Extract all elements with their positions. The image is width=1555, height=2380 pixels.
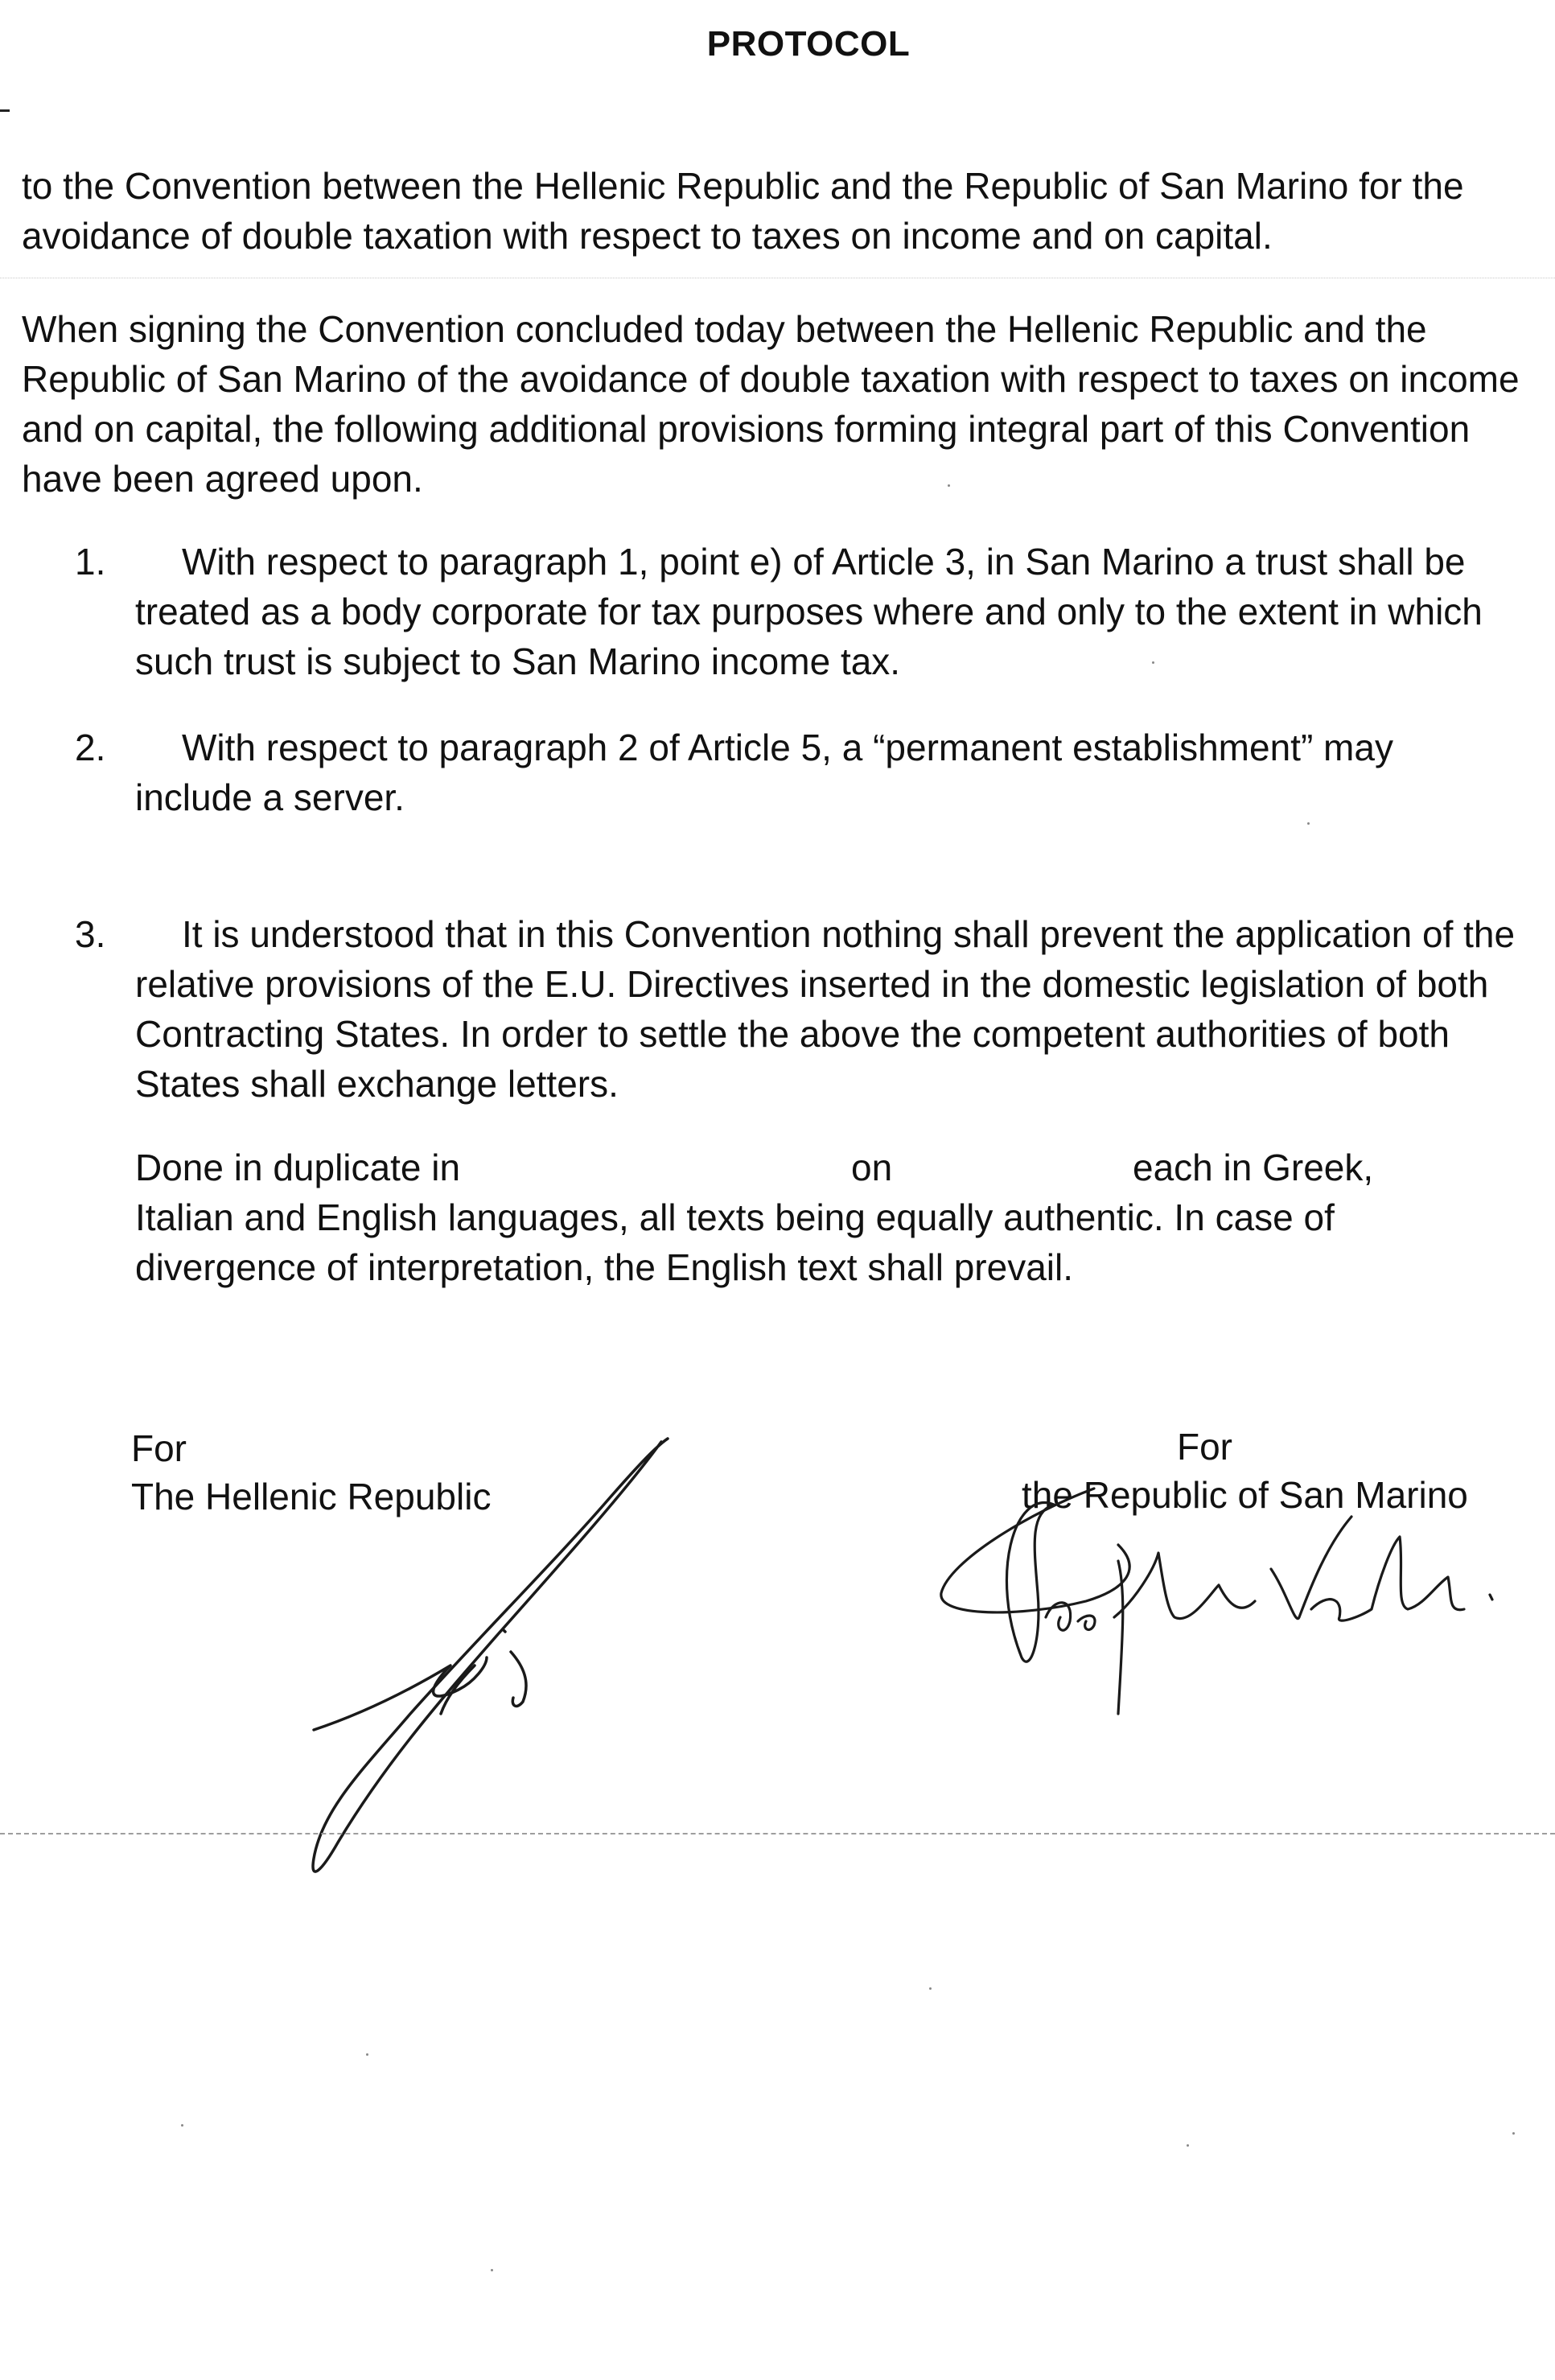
item-3-number: 3. <box>75 913 106 955</box>
item-2-text: With respect to paragraph 2 of Article 5, a “permanent establishment” may include a server. <box>135 727 1393 818</box>
intro-paragraph: to the Convention between the Hellenic Republic and the Republic of San Marino for the avoidance of double taxation with respect to taxes on income and on capital. <box>22 165 1464 257</box>
left-party-name: The Hellenic Republic <box>131 1476 492 1517</box>
scan-noise-dot <box>181 2124 183 2127</box>
scan-noise-dot <box>1152 661 1154 664</box>
closing-place-label: Done in duplicate in <box>135 1147 461 1188</box>
scan-noise-dot <box>491 2269 493 2271</box>
preamble-paragraph: When signing the Convention concluded today between the Hellenic Republic and the Republic of San Marino of the avoidance of double taxation with respect to taxes on income and on capital, the following additional provisions forming integral part of this Convention have been agreed upon. <box>22 308 1520 500</box>
left-for-label: For <box>131 1427 187 1469</box>
scan-noise-dot <box>1512 2132 1515 2135</box>
item-1-text: With respect to paragraph 1, point e) of Article 3, in San Marino a trust shall be treated as a body corporate for tax purposes where and only to the extent in which such trust is subject to San Marino income tax. <box>135 541 1483 682</box>
closing-date-label: on <box>851 1147 893 1188</box>
right-party-name: the Republic of San Marino <box>1022 1474 1468 1516</box>
scan-noise-dot <box>1307 822 1310 825</box>
document-title: PROTOCOL <box>706 24 911 64</box>
closing-paragraph <box>135 1143 1519 1292</box>
right-for-label: For <box>1177 1426 1232 1468</box>
closing-languages-label: each in Greek, <box>1133 1147 1374 1188</box>
right-signature <box>933 1456 1496 1746</box>
closing-text: Italian and English languages, all texts being equally authentic. In case of divergence of interpretation, the English text shall prevail. <box>135 1196 1335 1288</box>
scan-noise-dot <box>366 2053 368 2056</box>
margin-mark <box>0 109 10 112</box>
item-1-number: 1. <box>75 541 106 583</box>
item-2-number: 2. <box>75 727 106 768</box>
scan-artifact-line-bottom <box>0 1833 1555 1834</box>
left-signature <box>290 1424 676 1891</box>
item-3-text: It is understood that in this Convention nothing shall prevent the application of the relative provisions of the E.U. Directives inserted in the domestic legislation of both Contracting States. In order to settle the above the competent authorities of both States shall exchange letters. <box>135 913 1516 1105</box>
scan-noise-dot <box>948 484 950 487</box>
scan-noise-dot <box>1187 2144 1189 2147</box>
scan-noise-dot <box>929 1987 932 1990</box>
